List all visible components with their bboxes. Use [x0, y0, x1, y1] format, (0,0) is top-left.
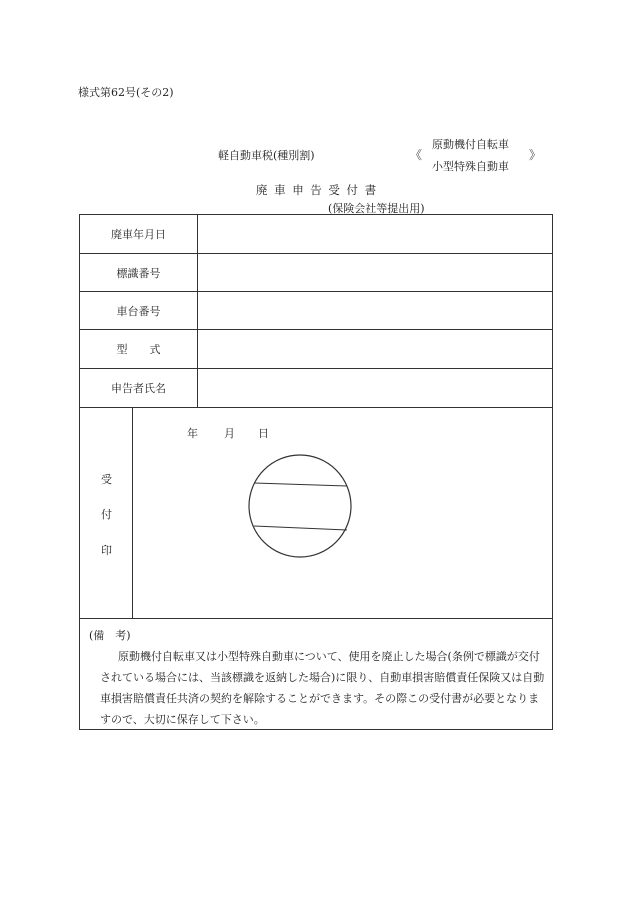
bracket-close: 》 [529, 148, 542, 162]
date-year-label: 年 [187, 427, 198, 440]
date-month-label: 月 [224, 427, 235, 440]
vehicle-type-small-special: 小型特殊自動車 [432, 160, 509, 173]
disposal-date-field[interactable] [198, 215, 552, 253]
bracket-open: 《 [410, 148, 423, 162]
form-table [79, 214, 553, 730]
stamp-label-char: 付 [101, 508, 112, 521]
date-stamp-circle-icon [230, 455, 370, 595]
model-field[interactable] [198, 330, 552, 368]
stamp-label-char: 受 [101, 473, 112, 486]
plate-number-field[interactable] [198, 254, 552, 291]
notes-heading: (備 考) [89, 629, 131, 642]
reception-stamp-area [80, 408, 552, 619]
document-subtitle: (保険会社等提出用) [328, 202, 425, 215]
field-label: 標識番号 [80, 254, 198, 291]
field-row-disposal-date [80, 215, 552, 254]
field-row-chassis-number [80, 292, 552, 330]
notes-section [80, 619, 552, 729]
field-label: 廃車年月日 [80, 215, 198, 253]
field-label: 型 式 [80, 330, 198, 368]
reception-stamp-label [80, 408, 133, 618]
notes-body: 原動機付自転車又は小型特殊自動車について、使用を廃止した場合(条例で標識が交付されている場合には、当該標識を返納した場合)に限り、自動車損害賠償責任保険又は自動車損害賠償責任共済の契約を解除することができます。その際この受付書が必要となりますので、大切に保存して下さい。 [100, 650, 545, 726]
form-number: 様式第62号(その2) [78, 86, 174, 99]
vehicle-type-moped: 原動機付自転車 [432, 138, 509, 151]
applicant-name-field[interactable] [198, 369, 552, 407]
stamp-box [133, 408, 552, 618]
field-row-applicant-name [80, 369, 552, 408]
chassis-number-field[interactable] [198, 292, 552, 329]
field-row-model [80, 330, 552, 369]
field-label: 車台番号 [80, 292, 198, 329]
field-row-plate-number [80, 254, 552, 292]
document-title: 廃車申告受付書 [256, 183, 383, 197]
tax-name: 軽自動車税(種別割) [218, 149, 315, 162]
stamp-label-char: 印 [101, 544, 112, 557]
date-day-label: 日 [258, 427, 269, 440]
field-label: 申告者氏名 [80, 369, 198, 407]
